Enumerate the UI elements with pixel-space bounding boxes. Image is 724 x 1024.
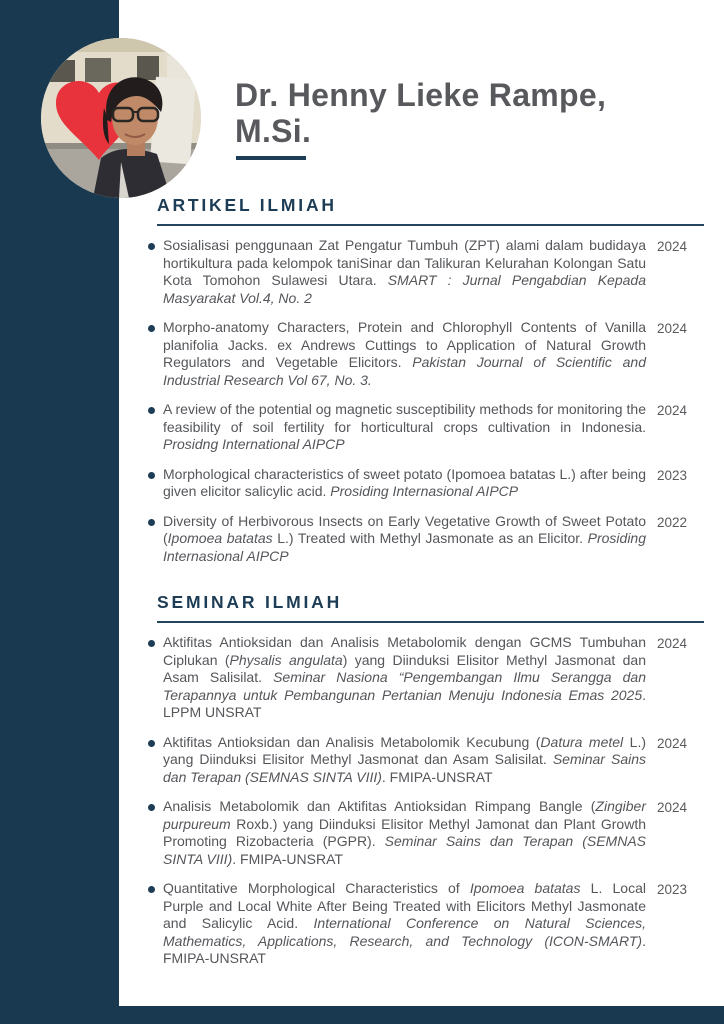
publication-title: Quantitative Morphological Characteristics of Ipomoea batatas L. Local Purple and Local White After Being Treated with Elicitors Methyl Jasmonate and Salicylic Acid. International Conference on Natural Sciences, Mathematics, Applications, Research, and Technology (ICON-SMART). FMIPA-UNSRAT: [163, 880, 646, 966]
publication-item: [148, 880, 704, 968]
artikel-entries-list: [148, 237, 704, 565]
header: [235, 77, 695, 149]
publication-title: Morphological characteristics of sweet potato (Ipomoea batatas L.) after being given elicitor salicylic acid. Prosiding Internasional AIPCP: [163, 465, 646, 499]
bullet-icon: [148, 519, 155, 526]
publication-year: 2024: [656, 239, 687, 254]
section-title-seminar: SEMINAR ILMIAH: [157, 592, 343, 612]
section-title-artikel: ARTIKEL ILMIAH: [157, 195, 337, 215]
publication-title: A review of the potential og magnetic susceptibility methods for monitoring the feasibility of soil fertility for horticultural crops cultivation in Indonesia. Prosidng International AIPCP: [163, 401, 646, 452]
publication-title: Diversity of Herbivorous Insects on Early Vegetative Growth of Sweet Potato (Ipomoea batatas L.) Treated with Methyl Jasmonate as an Elicitor. Prosiding Internasional AIPCP: [163, 512, 647, 564]
person-name-line2: M.Si.: [235, 113, 312, 149]
bullet-icon: [148, 325, 155, 332]
publication-item: [148, 319, 704, 389]
publication-title: Sosialisasi penggunaan Zat Pengatur Tumbuh (ZPT) alami dalam budidaya hortikultura pada kelompok taniSinar dan Talikuran Kelurahan Kolongan Satu Kota Tomohon Sulawesi Utara. SMART : Jurnal Pengabdian Kepada Masyarakat Vol.4, No. 2: [163, 237, 646, 306]
bullet-icon: [148, 407, 155, 414]
publication-year: 2024: [656, 636, 687, 651]
content: [148, 194, 704, 968]
footer-bar: [97, 1006, 724, 1024]
seminar-entries-list: [148, 634, 704, 968]
section-rule: [157, 224, 704, 226]
person-name-line1: Dr. Henny Lieke Rampe,: [235, 77, 607, 113]
section-rule: [157, 621, 704, 623]
publication-year: 2024: [656, 800, 687, 815]
publication-item: [148, 734, 704, 787]
bullet-icon: [148, 243, 155, 250]
bullet-icon: [148, 472, 155, 479]
bullet-icon: [148, 804, 155, 811]
section-seminar-ilmiah: [148, 591, 704, 968]
publication-item: [148, 237, 704, 307]
publication-title: Aktifitas Antioksidan dan Analisis Metabolomik dengan GCMS Tumbuhan Ciplukan (Physalis angulata) yang Diinduksi Elisitor Methyl Jasmonat dan Asam Salisilat. Seminar Nasiona “Pengembangan Ilmu Serangga dan Terapannya untuk Pembangunan Pertanian Menuju Indonesia Emas 2025. LPPM UNSRAT: [163, 634, 646, 720]
publication-item: [148, 798, 704, 868]
publication-year: 2024: [656, 321, 687, 336]
publication-title: Morpho-anatomy Characters, Protein and Chlorophyll Contents of Vanilla planifolia Jacks. ex Andrews Cuttings to Application of Natural Growth Regulators and Vegetable Elicitors. Pakistan Journal of Scientific and Industrial Research Vol 67, No. 3.: [163, 319, 646, 388]
profile-photo-illustration: [41, 38, 201, 198]
bullet-icon: [148, 740, 155, 747]
publication-item: [148, 466, 704, 501]
person-name: [235, 77, 695, 149]
publication-year: 2023: [656, 467, 687, 483]
publication-year: 2022: [656, 514, 687, 530]
publication-year: 2023: [656, 882, 687, 897]
bullet-icon: [148, 886, 155, 893]
name-underline: [236, 156, 306, 160]
publication-title: Analisis Metabolomik dan Aktifitas Antioksidan Rimpang Bangle (Zingiber purpureum Roxb.) yang Diinduksi Elisitor Methyl Jamonat dan Plant Growth Promoting Rizobacteria (PGPR). Seminar Sains dan Terapan (SEMNAS SINTA VIII). FMIPA-UNSRAT: [163, 798, 646, 867]
publication-title: Aktifitas Antioksidan dan Analisis Metabolomik Kecubung (Datura metel L.) yang Diinduksi Elisitor Methyl Jasmonat dan Asam Salisilat. Seminar Sains dan Terapan (SEMNAS SINTA VIII). FMIPA-UNSRAT: [163, 733, 647, 785]
publication-year: 2024: [656, 735, 687, 751]
bullet-icon: [148, 640, 155, 647]
section-artikel-ilmiah: [148, 194, 704, 565]
publication-year: 2024: [656, 403, 687, 418]
publication-item: [148, 401, 704, 454]
publication-item: [148, 634, 704, 722]
publication-item: [148, 513, 704, 566]
profile-photo: [41, 38, 201, 198]
